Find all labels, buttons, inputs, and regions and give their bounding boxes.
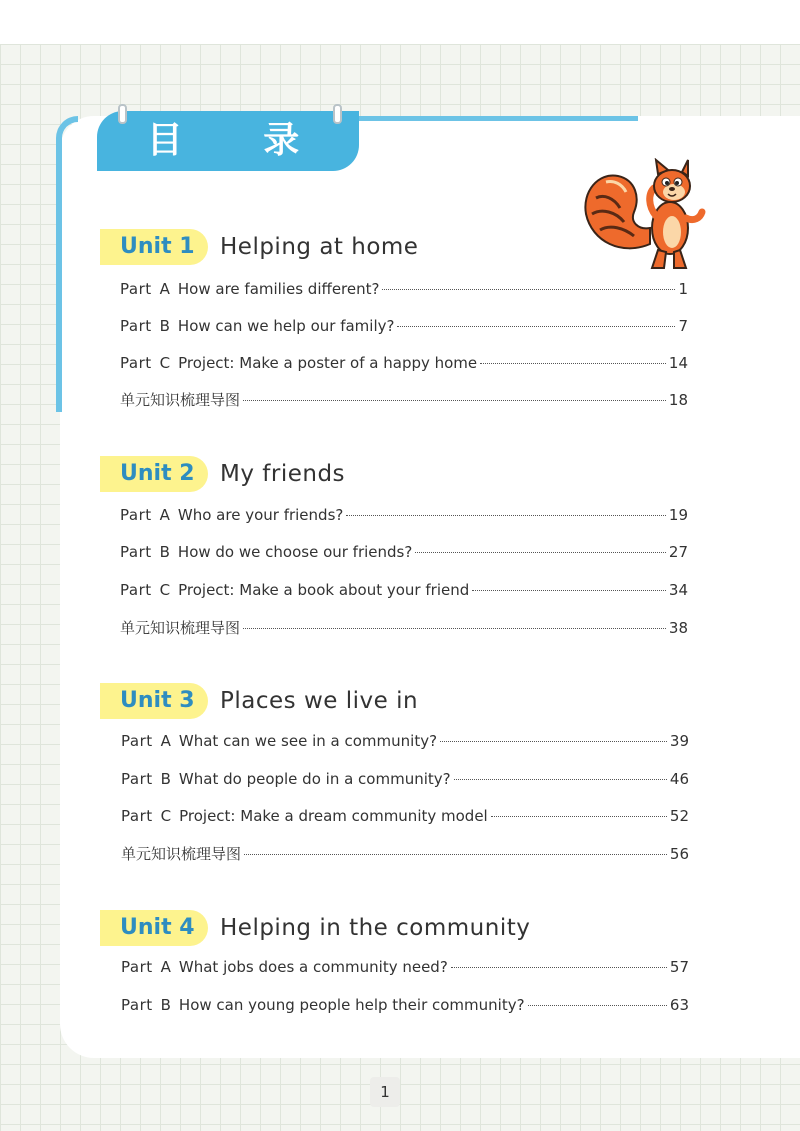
unit-heading	[100, 456, 720, 496]
unit-1-section	[100, 229, 720, 269]
toc-entry[interactable]	[120, 506, 688, 530]
unit-heading	[100, 910, 720, 950]
part-label: Part	[121, 996, 153, 1014]
part-letter: C	[160, 807, 172, 825]
dot-leader	[243, 400, 666, 401]
part-letter: A	[160, 732, 171, 750]
unit-title: Helping in the community	[220, 915, 531, 941]
entry-title: Project: Make a dream community model	[179, 807, 488, 825]
part-label: Part	[121, 732, 153, 750]
part-letter: C	[159, 354, 171, 372]
unit-2-section	[100, 456, 720, 496]
part-letter: A	[160, 958, 171, 976]
unit-title: My friends	[220, 461, 346, 487]
page-ref: 56	[669, 845, 689, 863]
unit-label-badge: Unit 1	[100, 229, 208, 265]
part-letter: B	[160, 770, 171, 788]
binder-ring-left	[118, 104, 127, 124]
page-ref: 39	[669, 732, 689, 750]
dot-leader	[440, 741, 667, 742]
unit-3-section	[100, 683, 720, 723]
toc-entry[interactable]	[121, 732, 689, 756]
dot-leader	[528, 1005, 667, 1006]
unit-label-badge: Unit 2	[100, 456, 208, 492]
entry-title: Who are your friends?	[177, 506, 344, 524]
part-label: Part	[120, 317, 152, 335]
toc-entry[interactable]	[120, 280, 688, 304]
unit-title: Helping at home	[220, 234, 419, 260]
toc-entry[interactable]	[121, 996, 689, 1020]
page-number: 1	[370, 1077, 400, 1107]
dot-leader	[472, 590, 666, 591]
toc-entry[interactable]	[121, 958, 689, 982]
unit-label-badge: Unit 3	[100, 683, 208, 719]
page-ref: 18	[668, 391, 688, 409]
dot-leader	[382, 289, 675, 290]
entry-title: How are families different?	[177, 280, 380, 298]
unit-heading	[100, 683, 720, 723]
dot-leader	[346, 515, 666, 516]
entry-title: Project: Make a book about your friend	[178, 581, 470, 599]
part-letter: B	[159, 543, 170, 561]
part-label: Part	[121, 958, 153, 976]
entry-title: What jobs does a community need?	[178, 958, 448, 976]
toc-entry[interactable]	[120, 581, 688, 605]
dot-leader	[480, 363, 666, 364]
entry-title: Project: Make a poster of a happy home	[178, 354, 478, 372]
part-label: Part	[120, 280, 152, 298]
part-label: Part	[120, 354, 152, 372]
page-ref: 7	[678, 317, 688, 335]
part-label: Part	[120, 543, 152, 561]
entry-title: How do we choose our friends?	[177, 543, 413, 561]
entry-title: 单元知识梳理导图	[121, 845, 242, 863]
dot-leader	[415, 552, 666, 553]
dot-leader	[451, 967, 667, 968]
page-top-margin	[0, 0, 800, 44]
page-ref: 14	[668, 354, 688, 372]
part-label: Part	[121, 770, 153, 788]
toc-entry-mindmap[interactable]	[120, 617, 688, 641]
toc-entry[interactable]	[120, 317, 688, 341]
dot-leader	[243, 628, 666, 629]
entry-title: What do people do in a community?	[178, 770, 451, 788]
entry-title: 单元知识梳理导图	[120, 391, 241, 409]
dot-leader	[397, 326, 675, 327]
toc-entry[interactable]	[121, 807, 689, 831]
part-letter: C	[159, 581, 171, 599]
page-ref: 57	[669, 958, 689, 976]
part-label: Part	[120, 581, 152, 599]
binder-ring-right	[333, 104, 342, 124]
part-label: Part	[121, 807, 153, 825]
dot-leader	[491, 816, 667, 817]
page-ref: 27	[668, 543, 688, 561]
unit-4-section	[100, 910, 720, 950]
page-ref: 19	[668, 506, 688, 524]
page-ref: 63	[669, 996, 689, 1014]
page-ref: 1	[678, 280, 688, 298]
toc-entry-mindmap[interactable]	[120, 389, 688, 413]
toc-entry[interactable]	[120, 543, 688, 567]
page-ref: 34	[668, 581, 688, 599]
entry-title: What can we see in a community?	[178, 732, 438, 750]
dot-leader	[454, 779, 667, 780]
unit-heading	[100, 229, 720, 269]
unit-label-badge: Unit 4	[100, 910, 208, 946]
page-ref: 38	[668, 619, 688, 637]
part-label: Part	[120, 506, 152, 524]
toc-entry-mindmap[interactable]	[121, 843, 689, 867]
toc-entry[interactable]	[120, 354, 688, 378]
unit-title: Places we live in	[220, 688, 419, 714]
card-top-line	[340, 116, 638, 121]
entry-title: 单元知识梳理导图	[120, 619, 241, 637]
card-border-accent	[56, 116, 78, 412]
title-tab	[97, 111, 359, 171]
part-letter: B	[160, 996, 171, 1014]
page-ref: 46	[669, 770, 689, 788]
entry-title: How can we help our family?	[177, 317, 395, 335]
dot-leader	[244, 854, 667, 855]
part-letter: A	[159, 280, 170, 298]
toc-entry[interactable]	[121, 770, 689, 794]
part-letter: A	[159, 506, 170, 524]
page-ref: 52	[669, 807, 689, 825]
page-title: 目 录	[146, 120, 334, 161]
part-letter: B	[159, 317, 170, 335]
entry-title: How can young people help their community?	[178, 996, 525, 1014]
